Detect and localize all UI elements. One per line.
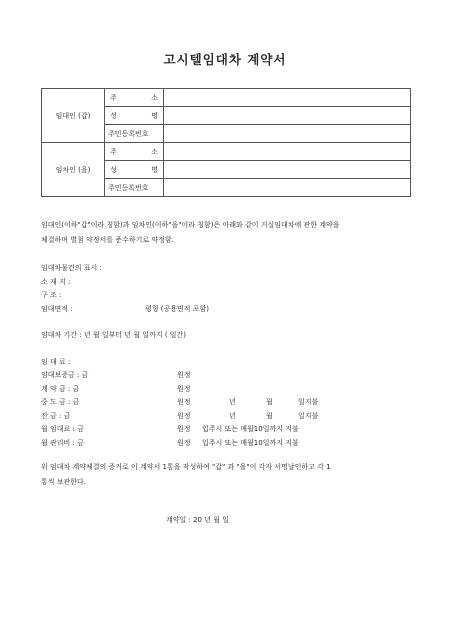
landlord-name-field[interactable] [164,107,411,125]
fee-unit: 원정 [177,438,191,447]
fee-row [41,397,421,407]
fee-unit: 원정 [177,371,191,379]
fee-label: 임대보증금 : 금 [41,371,89,379]
landlord-role: 임대인 (갑) [42,89,105,143]
property-heading: 임대차물건의 표시 : [41,264,102,272]
closing-line-1: 위 임대차 계약체결의 증거로 이 계약서 1통을 작성하여 "갑" 과 "을"이 각자 서명날인하고 각 1 [41,463,331,471]
landlord-id-label: 주민등록번호 [108,129,149,138]
tenant-id-label: 주민등록번호 [108,183,149,192]
fee-label: 월 관리비 : 금 [41,438,84,447]
landlord-name-label: 성 명 [110,111,158,120]
landlord-address-label: 주 소 [110,93,158,102]
tenant-name-field[interactable] [164,161,411,179]
closing-line-2: 통씩 보관한다. [41,478,87,486]
fee-year: 년 [229,398,236,406]
fee-row [41,370,421,380]
fee-row [41,424,421,434]
fee-note: 입주시 또는 매월10일까지 지불 [202,438,299,447]
tenant-name-label: 성 명 [110,165,158,174]
fee-unit: 원정 [177,425,191,433]
fee-year: 년 [229,411,236,420]
property-area-label: 임대면적 : [41,305,73,313]
parties-table [41,88,411,197]
fee-unit: 원정 [177,411,191,420]
landlord-id-field[interactable] [164,125,411,143]
fee-row [41,411,421,421]
tenant-role: 임차인 (을) [42,143,105,197]
property-area-value: 평형 (공용면적 포함) [145,305,210,313]
page-title: 고시텔임대차 계약서 [163,52,287,67]
fee-unit: 원정 [177,384,191,393]
property-address: 소 재 지 : [41,278,71,286]
intro-line-1: 임대인(이하"갑"이라 칭함)과 임차인(이하"을"이라 칭함)은 아래와 같이 거실임대차에 관한 계약을 [41,221,340,229]
fee-label: 월 임대료 : 금 [41,425,84,433]
fee-day: 일지불 [298,398,319,406]
fee-row [41,384,421,394]
contract-date: 계약일 : 20 년 월 일 [166,516,229,524]
fee-month: 월 [266,398,273,406]
intro-line-2: 체결하며 별첨 약정서를 준수하기로 약정함. [41,236,174,244]
fees-heading: 임 대 료 : [41,358,71,366]
property-structure: 구 조 : [41,291,62,299]
fee-unit: 원정 [177,398,191,406]
tenant-address-label: 주 소 [110,147,158,156]
fee-label: 중 도 금 : 금 [41,398,80,406]
fee-month: 월 [266,411,273,420]
fee-day: 일지불 [298,411,319,420]
fee-label: 계 약 금 : 금 [41,384,80,393]
fee-row [41,438,421,448]
fee-label: 잔 금 : 금 [41,411,71,420]
fee-note: 입주시 또는 매월10일까지 지불 [202,425,299,433]
landlord-address-field[interactable] [164,89,411,107]
tenant-id-field[interactable] [164,179,411,197]
tenant-address-field[interactable] [164,143,411,161]
lease-period: 임대차 기간 : 년 월 일부터 년 월 일까지 ( 일간) [41,331,187,339]
